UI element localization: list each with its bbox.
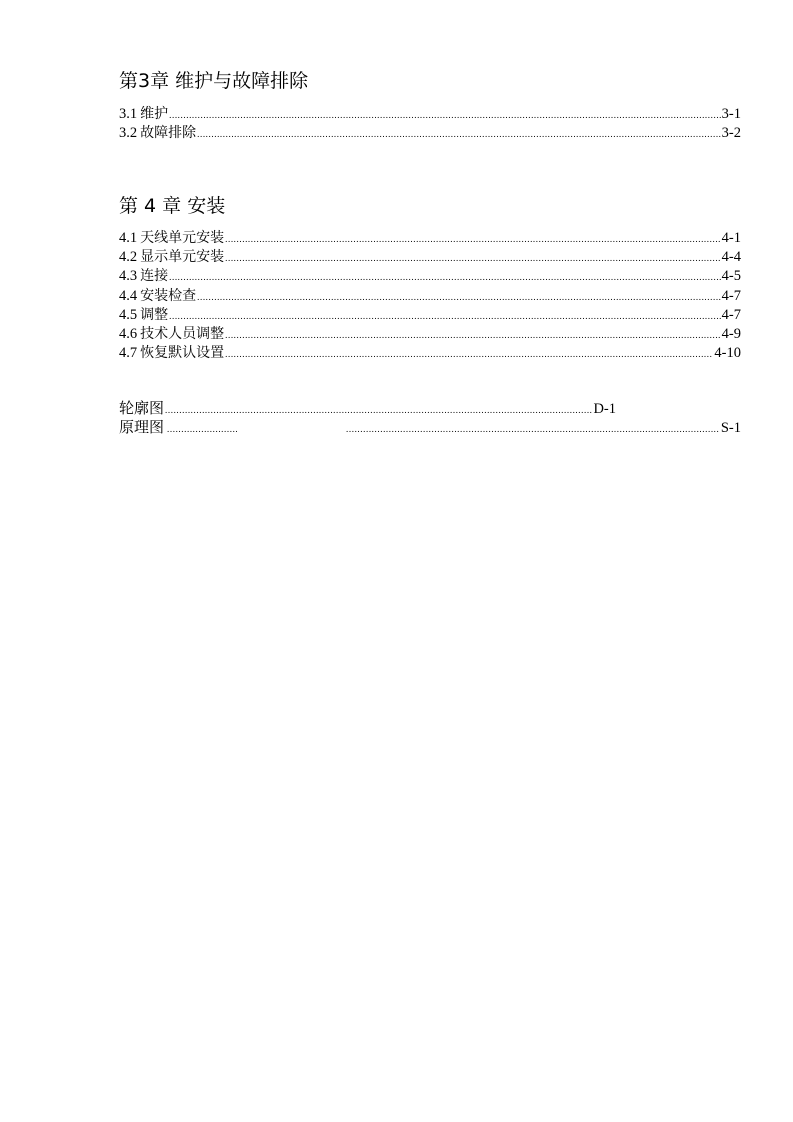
toc-entry[interactable] <box>119 306 741 325</box>
toc-entry[interactable] <box>119 229 741 248</box>
toc-entry[interactable] <box>119 287 741 306</box>
toc-entry[interactable] <box>119 248 741 267</box>
dot-leader <box>225 230 721 249</box>
toc-entry-number: 4.2 <box>119 249 138 266</box>
toc-entry-page: 3-1 <box>721 106 741 122</box>
dot-leader <box>165 401 592 420</box>
toc-entry-number: 3.2 <box>119 125 138 142</box>
toc-entry-page: 4-4 <box>721 249 741 266</box>
toc-entry-title: 原理图 <box>119 418 165 437</box>
appendix-toc <box>119 399 741 437</box>
toc-entry-page: 3-2 <box>721 125 741 142</box>
dot-leader <box>197 288 721 307</box>
chapter-4-heading: 第 4 章 安装 <box>119 195 226 217</box>
toc-entry-number: 4.1 <box>119 230 138 246</box>
toc-entry-outline-drawing[interactable] <box>119 399 616 418</box>
toc-entry[interactable] <box>119 344 741 363</box>
toc-entry[interactable] <box>119 105 741 124</box>
dot-leader <box>169 268 721 287</box>
toc-entry-title: 调整 <box>140 306 169 323</box>
chapter-4-toc <box>119 229 741 363</box>
toc-entry-number: 4.4 <box>119 287 138 304</box>
dot-leader <box>169 106 721 125</box>
toc-entry-title: 轮廓图 <box>119 399 165 417</box>
toc-entry-page: 4-1 <box>721 230 741 246</box>
dot-leader <box>197 125 721 144</box>
toc-entry[interactable] <box>119 124 741 143</box>
toc-entry-number: 4.7 <box>119 345 138 362</box>
toc-entry-number: 4.6 <box>119 325 138 342</box>
toc-entry-title: 天线单元安装 <box>140 230 225 246</box>
toc-entry-page: 4-9 <box>721 325 741 342</box>
toc-entry-title: 连接 <box>140 268 169 285</box>
toc-entry-title: 安装检查 <box>140 287 197 304</box>
dot-leader <box>225 345 713 364</box>
toc-entry-page: 4-5 <box>721 268 741 285</box>
toc-entry-page: D-1 <box>593 401 616 417</box>
toc-entry-page: S-1 <box>720 420 741 437</box>
dot-leader <box>167 420 237 439</box>
chapter-3-heading: 第3章 维护与故障排除 <box>119 70 309 92</box>
chapter-3-toc <box>119 105 741 143</box>
toc-entry-title: 技术人员调整 <box>140 325 225 342</box>
toc-entry[interactable] <box>119 267 741 286</box>
toc-entry-number: 4.5 <box>119 306 138 323</box>
dot-leader <box>225 249 721 268</box>
toc-entry-title: 显示单元安装 <box>140 249 225 266</box>
toc-entry-page: 4-7 <box>721 306 741 323</box>
dot-leader <box>346 420 720 439</box>
toc-entry[interactable] <box>119 325 741 344</box>
toc-entry-schematic[interactable] <box>119 418 741 437</box>
toc-entry-page: 4-10 <box>714 345 741 362</box>
toc-entry-number: 4.3 <box>119 268 138 285</box>
toc-entry-page: 4-7 <box>721 287 741 304</box>
dot-leader <box>225 326 721 345</box>
dot-leader <box>169 307 721 326</box>
toc-entry-title: 恢复默认设置 <box>140 345 225 362</box>
toc-entry-title: 维护 <box>140 106 169 122</box>
toc-entry-title: 故障排除 <box>140 125 197 142</box>
toc-entry-number: 3.1 <box>119 106 138 122</box>
